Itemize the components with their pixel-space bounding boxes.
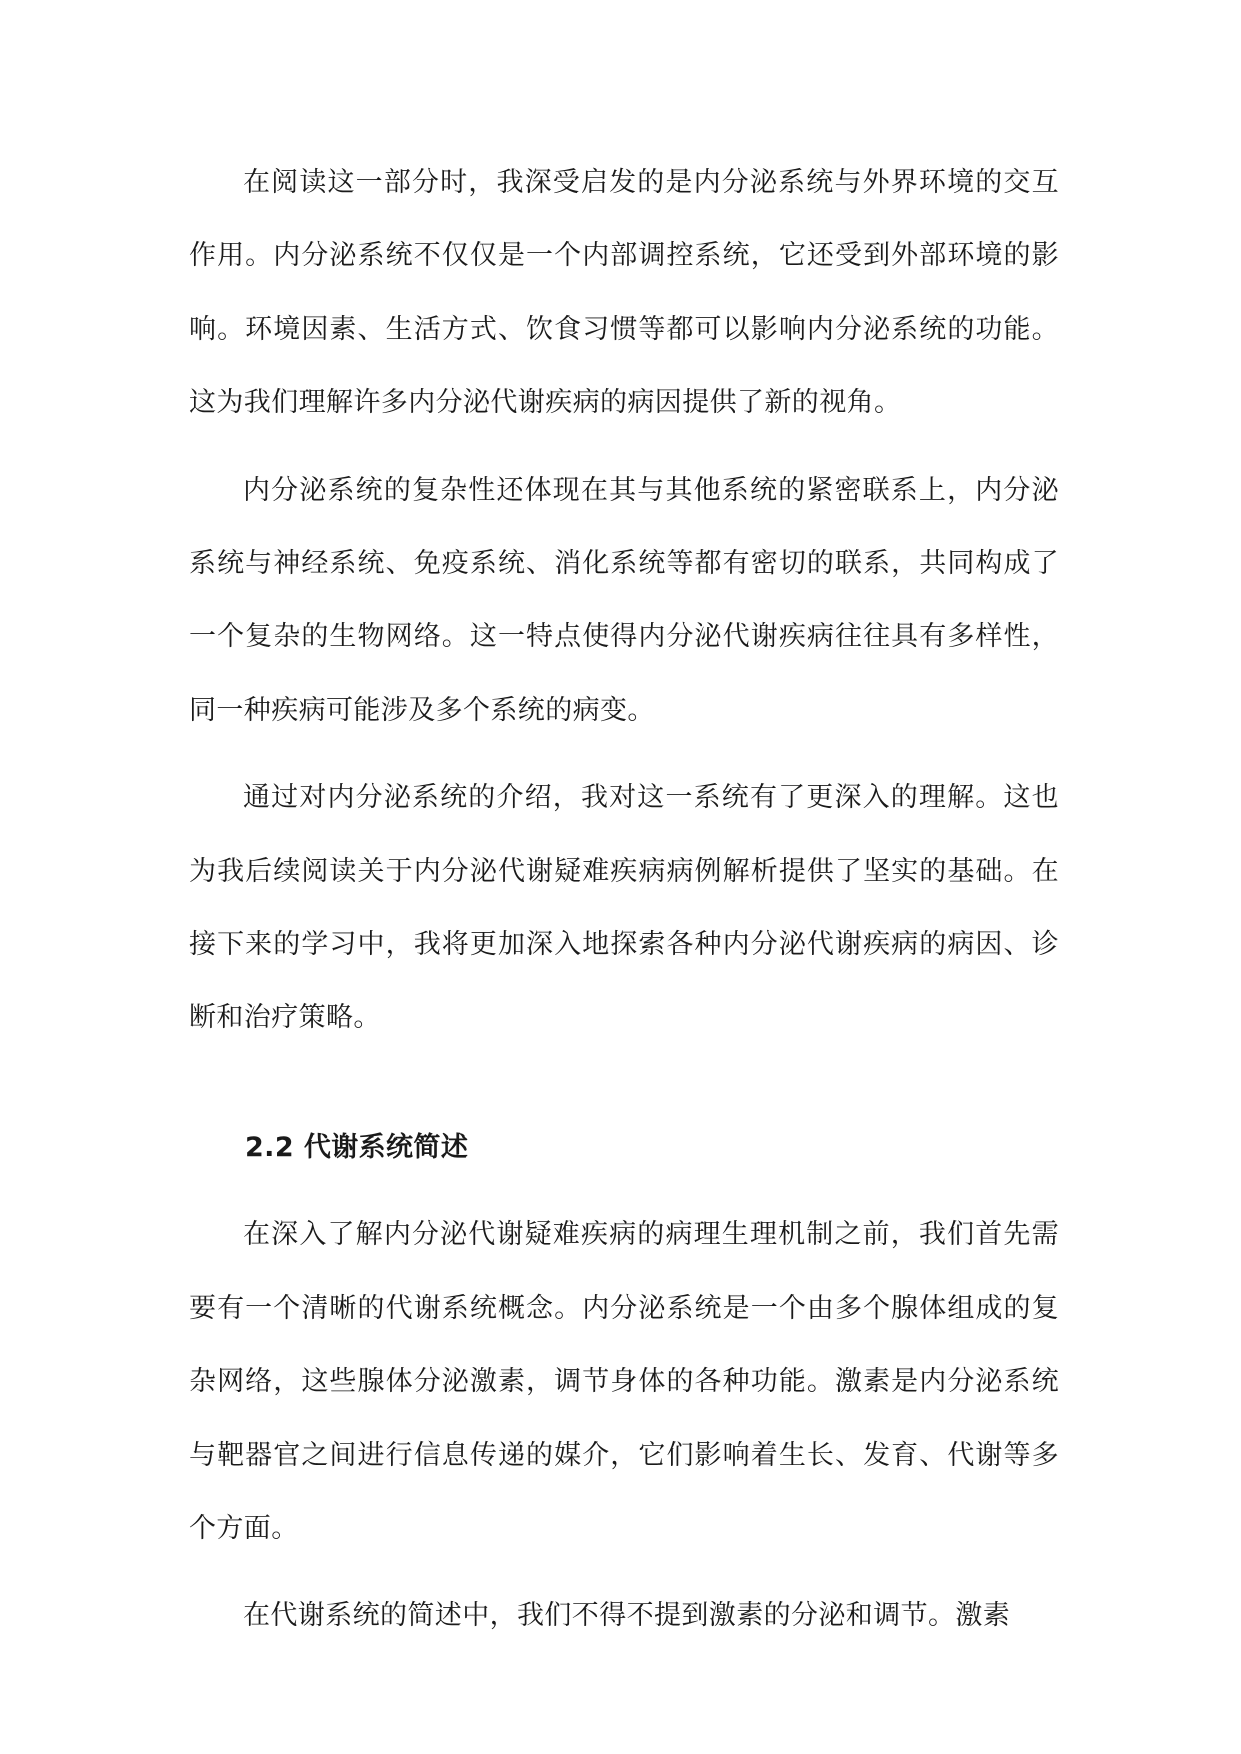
paragraph-summary: 通过对内分泌系统的介绍，我对这一系统有了更深入的理解。这也为我后续阅读关于内分泌代谢疑难疾病病例解析提供了坚实的基础。在接下来的学习中，我将更加深入地探索各种内分泌代谢疾病的病因、诊断和治疗策略。 — [189, 782, 1059, 1034]
paragraph-hormone-secretion: 在代谢系统的简述中，我们不得不提到激素的分泌和调节。激素 — [243, 1600, 1011, 1632]
section-heading: 2.2 代谢系统简述 — [245, 1131, 469, 1163]
paragraph-environment-interaction: 在阅读这一部分时，我深受启发的是内分泌系统与外界环境的交互作用。内分泌系统不仅仅是一个内部调控系统，它还受到外部环境的影响。环境因素、生活方式、饮食习惯等都可以影响内分泌系统的功能。这为我们理解许多内分泌代谢疾病的病因提供了新的视角。 — [189, 167, 1059, 419]
paragraph-system-complexity: 内分泌系统的复杂性还体现在其与其他系统的紧密联系上，内分泌系统与神经系统、免疫系统、消化系统等都有密切的联系，共同构成了一个复杂的生物网络。这一特点使得内分泌代谢疾病往往具有多样性，同一种疾病可能涉及多个系统的病变。 — [189, 474, 1059, 726]
document-body — [189, 146, 1059, 1667]
paragraph-metabolism-intro: 在深入了解内分泌代谢疑难疾病的病理生理机制之前，我们首先需要有一个清晰的代谢系统概念。内分泌系统是一个由多个腺体组成的复杂网络，这些腺体分泌激素，调节身体的各种功能。激素是内分泌系统与靶器官之间进行信息传递的媒介，它们影响着生长、发育、代谢等多个方面。 — [189, 1219, 1059, 1544]
